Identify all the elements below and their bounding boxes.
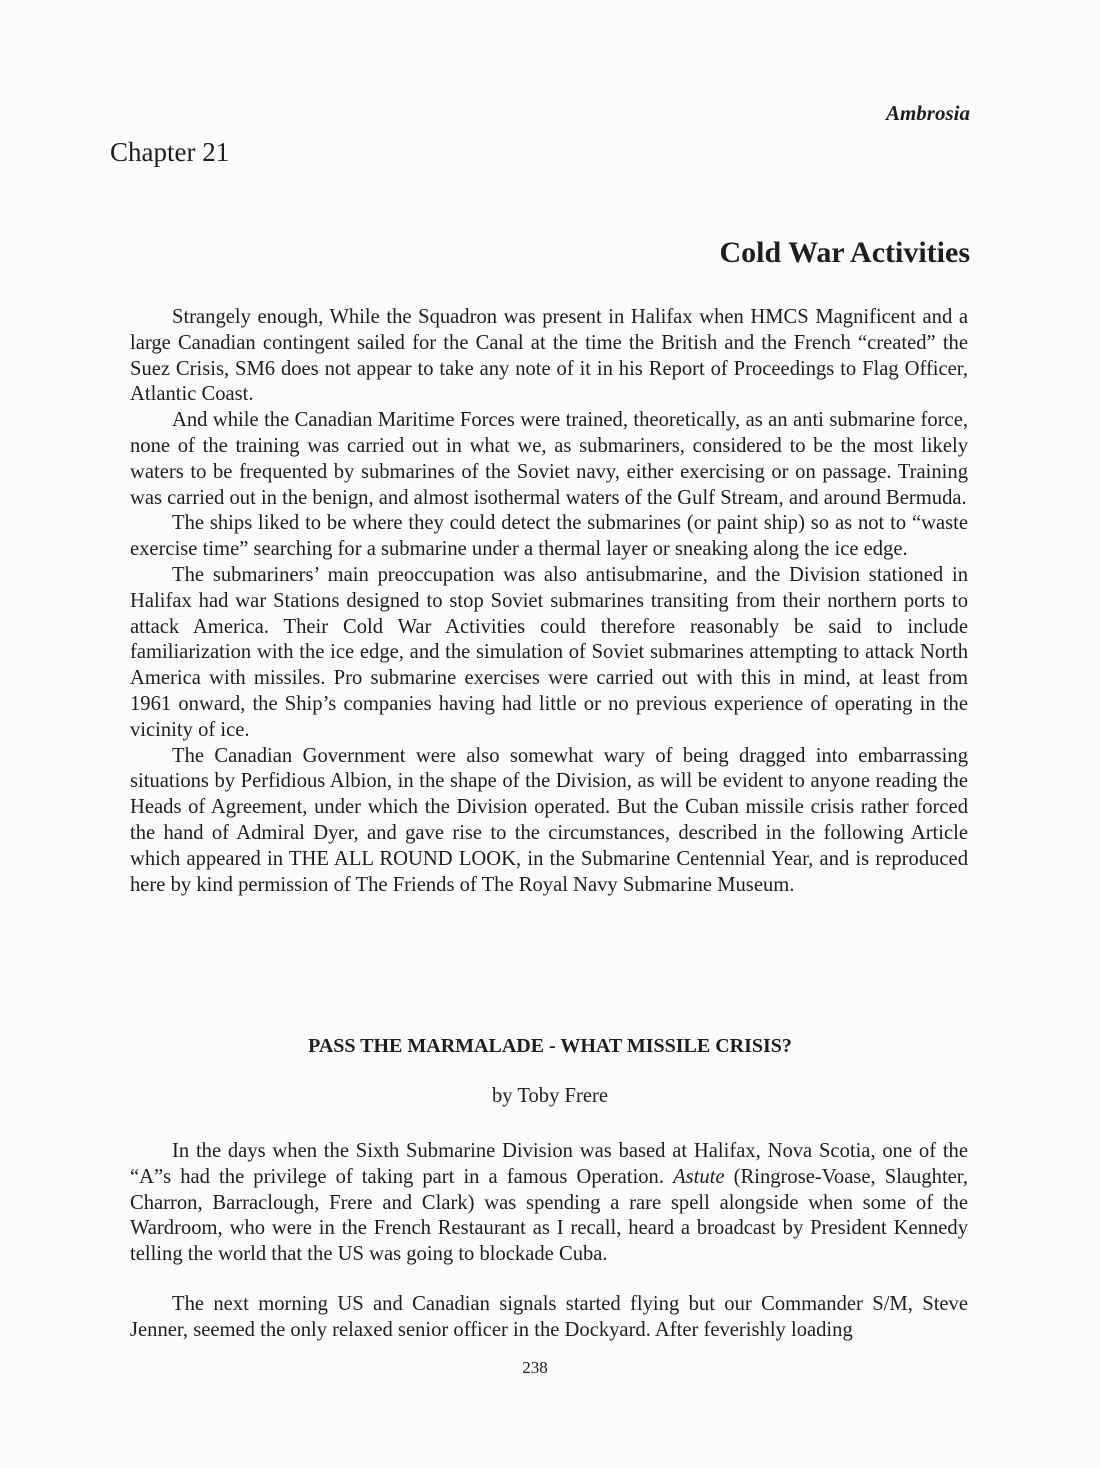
chapter-title: Cold War Activities (719, 236, 970, 269)
intro-paragraph: The Canadian Government were also somewhat wary of being dragged into embarrassing situations by Perfidious Albion, in the shape of the Division, as will be evident to anyone reading the Heads of Agreement, under which the Division operated. But the Cuban missile crisis rather forced the hand of Admiral Dyer, and gave rise to the circumstances, described in the following Article which appeared in THE ALL ROUND LOOK, in the Submarine Centennial Year, and is reproduced here by kind permission of The Friends of The Royal Navy Submarine Museum. (130, 744, 968, 896)
intro-text (130, 305, 968, 898)
article-paragraph-2 (130, 1292, 968, 1344)
article-text: In the days when the Sixth Submarine Division was based at Halifax, Nova Scotia, one of the “A”s had the privilege of taking part in a famous Operation. (130, 1140, 968, 1188)
article-paragraph (130, 1139, 968, 1268)
intro-paragraph: And while the Canadian Maritime Forces were trained, theoretically, as an anti submarine force, none of the training was carried out in what we, as submariners, considered to be the most likely waters to be frequented by submarines of the Soviet navy, either exercising or on passage. Training was carried out in the benign, and almost isothermal waters of the Gulf Stream, and around Bermuda. (130, 409, 968, 509)
article-byline: by Toby Frere (491, 1085, 608, 1107)
running-head: Ambrosia (885, 101, 970, 125)
chapter-label: Chapter 21 (110, 137, 230, 167)
article-paragraph: The next morning US and Canadian signals started flying but our Commander S/M, Steve Jenner, seemed the only relaxed senior officer in the Dockyard. After feverishly loading (130, 1293, 968, 1341)
article-title: PASS THE MARMALADE - WHAT MISSILE CRISIS? (308, 1035, 792, 1057)
intro-paragraph: The ships liked to be where they could detect the submarines (or paint ship) so as not to “waste exercise time” searching for a submarine under a thermal layer or sneaking along the ice edge. (130, 512, 968, 561)
ship-name: Astute (673, 1165, 725, 1188)
intro-paragraph: The submariners’ main preoccupation was also antisubmarine, and the Division stationed in Halifax had war Stations designed to stop Soviet submarines transiting from their northern ports to attack America. Their Cold War Activities could therefore reasonably be said to include familiarization with the ice edge, and the simulation of Soviet submarines attempting to attack North America with missiles. Pro submarine exercises were carried out with this in mind, at least from 1961 onward, the Ship’s companies having had little or no previous experience of operating in the vicinity of ice. (130, 563, 968, 741)
intro-paragraph: Strangely enough, While the Squadron was present in Halifax when HMCS Magnificent and a large Canadian contingent sailed for the Canal at the time the British and the French “created” the Suez Crisis, SM6 does not appear to take any note of it in his Report of Proceedings to Flag Officer, Atlantic Coast. (130, 306, 968, 406)
article-text: (Ringrose-Voase, Slaughter, Charron, Barraclough, Frere and Clark) was spending a rare spell alongside when some of the Wardroom, who were in the French Restaurant as I recall, heard a broadcast by President Kennedy telling the world that the US was going to blockade Cuba. (130, 1165, 968, 1266)
page-number: 238 (522, 1358, 548, 1377)
article-paragraph-1 (130, 1139, 968, 1268)
